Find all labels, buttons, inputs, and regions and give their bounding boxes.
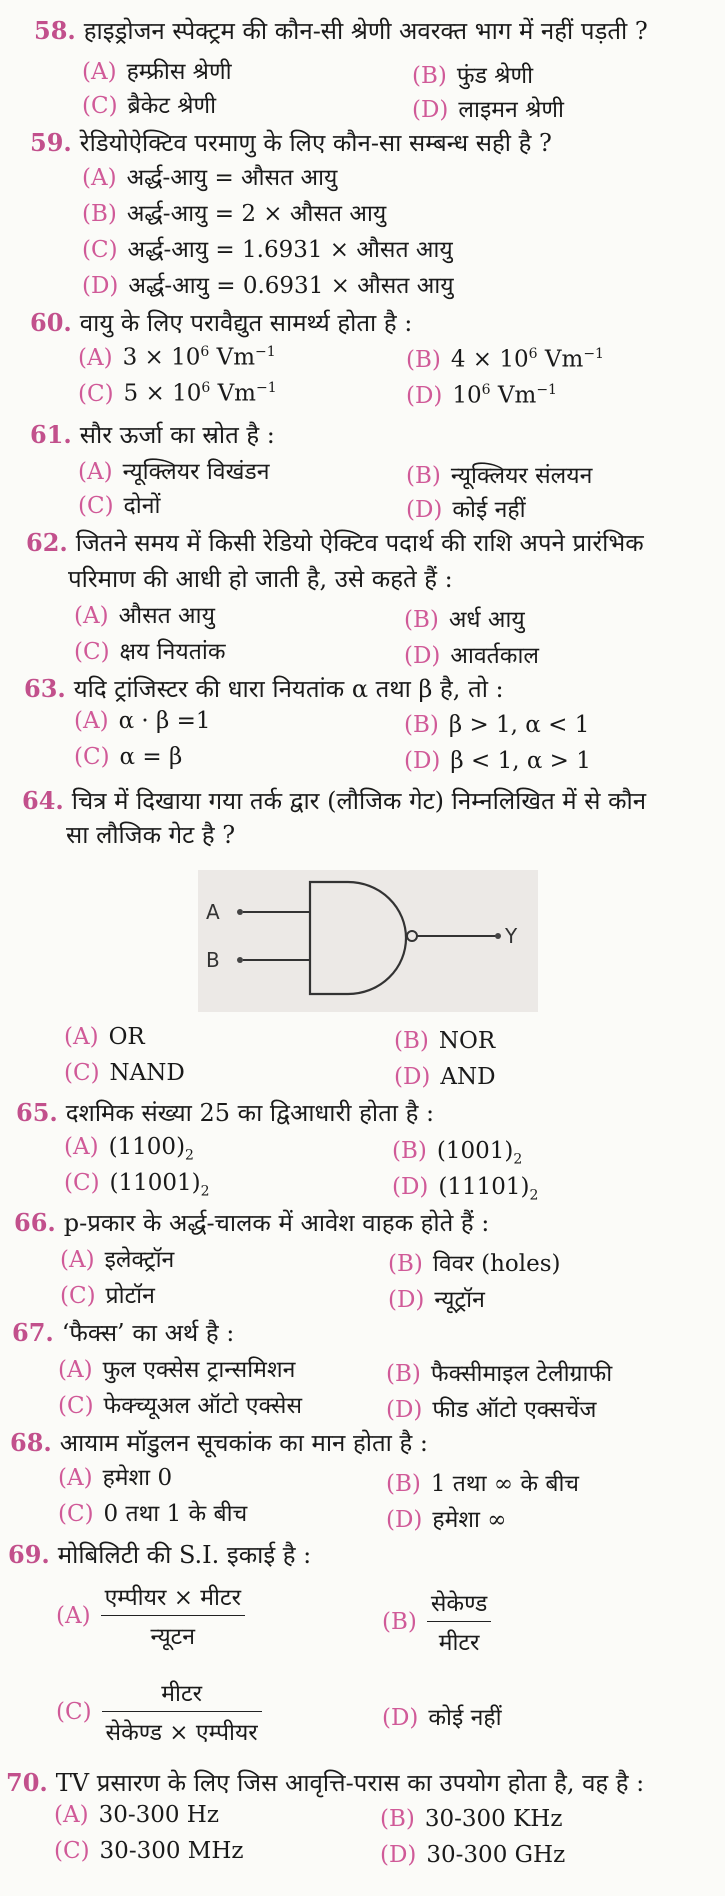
option-60-d: (D) $10^6$ $Vm^{-1}$ — [406, 382, 557, 409]
option-60-b: (B) $4 \times 10^6$ $Vm^{-1}$ — [406, 346, 604, 373]
option-67-c: (C) फेक्च्यूअल ऑटो एक्सेस — [58, 1393, 303, 1419]
option-70-b: (B) 30-300 KHz — [380, 1806, 563, 1832]
option-68-a: (A) हमेशा 0 — [58, 1465, 173, 1491]
option-64-c: (C) NAND — [64, 1060, 185, 1086]
option-62-c: (C) क्षय नियतांक — [74, 639, 226, 665]
option-68-c: (C) 0 तथा 1 के बीच — [58, 1501, 248, 1527]
option-64-d: (D) AND — [394, 1064, 496, 1090]
option-69-c: (C) $\frac{\text{मीटर}}{\text{सेकेण्ड × एम्पीयर}}$ — [56, 1676, 262, 1747]
option-66-c: (C) प्रोटॉन — [60, 1283, 155, 1309]
question-text: हाइड्रोजन स्पेक्ट्रम की कौन-सी श्रेणी अवरक्त भाग में नहीं पड़ती ? — [83, 17, 648, 45]
gate-body — [310, 882, 406, 994]
option-69-a: (A) $\frac{\text{एम्पीयर × मीटर}}{\text{न्यूटन}}$ — [56, 1580, 245, 1651]
fraction: $\frac{\text{मीटर}}{\text{सेकेण्ड × एम्पीयर}}$ — [102, 1676, 262, 1747]
option-70-a: (A) 30-300 Hz — [54, 1802, 219, 1828]
question-62-line2: परिमाण की आधी हो जाती है, उसे कहते हैं : — [68, 565, 453, 593]
question-65: 65. दशमिक संख्या 25 का द्विआधारी होता है : — [16, 1098, 435, 1127]
option-61-d: (D) कोई नहीं — [406, 497, 526, 523]
option-62-a: (A) औसत आयु — [74, 603, 215, 629]
nand-gate-diagram — [198, 870, 538, 1012]
option-62-b: (B) अर्ध आयु — [404, 607, 525, 633]
option-65-a: (A) $(1100)_2$ — [64, 1134, 194, 1164]
option-63-d: (D) β < 1, α > 1 — [404, 748, 591, 774]
option-65-d: (D) $(11101)_2$ — [392, 1174, 539, 1204]
option-63-a: (A) α · β =1 — [74, 708, 211, 734]
option-60-c: (C) $5 \times 10^6$ $Vm^{-1}$ — [78, 380, 277, 407]
question-64: 64. चित्र में दिखाया गया तर्क द्वार (लौजिक गेट) निम्नलिखित में से कौन — [22, 786, 647, 815]
question-67: 67. ‘फैक्स’ का अर्थ है : — [12, 1318, 235, 1347]
option-62-d: (D) आवर्तकाल — [404, 643, 540, 669]
question-61: 61. सौर ऊर्जा का स्रोत है : — [30, 420, 275, 449]
option-67-a: (A) फुल एक्सेस ट्रान्समिशन — [58, 1357, 296, 1383]
question-66: 66. p-प्रकार के अर्द्ध-चालक में आवेश वाहक होते हैं : — [14, 1208, 490, 1237]
inversion-bubble — [407, 931, 417, 941]
option-60-a: (A) $3 \times 10^6$ $Vm^{-1}$ — [78, 344, 276, 371]
option-59-b: (B) अर्द्ध-आयु = 2 × औसत आयु — [82, 201, 387, 227]
input-b-terminal — [237, 957, 243, 963]
question-62: 62. जितने समय में किसी रेडियो ऐक्टिव पदार्थ की राशि अपने प्रारंभिक — [26, 528, 644, 557]
option-64-a: (A) OR — [64, 1024, 145, 1050]
option-63-b: (B) β > 1, α < 1 — [404, 712, 590, 738]
option-67-b: (B) फैक्सीमाइल टेलीग्राफी — [386, 1361, 613, 1387]
option-63-c: (C) α = β — [74, 744, 183, 770]
option-66-b: (B) विवर (holes) — [388, 1251, 561, 1277]
fraction: $\frac{\text{सेकेण्ड}}{\text{मीटर}}$ — [427, 1586, 491, 1657]
input-a-terminal — [237, 909, 243, 915]
question-59: 59. रेडियोऐक्टिव परमाणु के लिए कौन-सा सम्बन्ध सही है ? — [30, 128, 552, 157]
output-terminal — [495, 933, 501, 939]
question-68: 68. आयाम मॉडुलन सूचकांक का मान होता है : — [10, 1428, 428, 1457]
option-59-c: (C) अर्द्ध-आयु = 1.6931 × औसत आयु — [82, 237, 453, 263]
option-61-a: (A) न्यूक्लियर विखंडन — [78, 459, 270, 485]
option-69-d: (D) कोई नहीं — [382, 1705, 502, 1731]
option-68-b: (B) 1 तथा ∞ के बीच — [386, 1471, 580, 1497]
option-64-b: (B) NOR — [394, 1028, 496, 1054]
question-58 — [34, 14, 648, 47]
option-69-b: (B) $\frac{\text{सेकेण्ड}}{\text{मीटर}}$ — [382, 1586, 491, 1657]
question-60: 60. वायु के लिए परावैद्युत सामर्थ्य होता है : — [30, 308, 413, 337]
output-label: Y — [505, 924, 518, 948]
option-61-c: (C) दोनों — [78, 493, 161, 519]
option-67-d: (D) फीड ऑटो एक्सचेंज — [386, 1397, 597, 1423]
logic-gate-figure — [198, 870, 538, 1012]
option-61-b: (B) न्यूक्लियर संलयन — [406, 463, 593, 489]
option-70-c: (C) 30-300 MHz — [54, 1838, 244, 1864]
question-63: 63. यदि ट्रांजिस्टर की धारा नियतांक α तथा β है, तो : — [24, 674, 504, 703]
option-68-d: (D) हमेशा ∞ — [386, 1507, 507, 1533]
input-b-label: B — [206, 948, 220, 972]
input-a-label: A — [206, 900, 220, 924]
question-69: 69. मोबिलिटी की S.I. इकाई है : — [8, 1540, 312, 1569]
option-59-a: (A) अर्द्ध-आयु = औसत आयु — [82, 165, 338, 191]
fraction: $\frac{\text{एम्पीयर × मीटर}}{\text{न्यूटन}}$ — [101, 1580, 245, 1651]
question-64-line2: सा लौजिक गेट है ? — [66, 821, 236, 849]
option-58-a: (A) हम्फ्रीस श्रेणी — [82, 59, 232, 85]
question-number: 58. — [34, 16, 76, 45]
question-70: 70. TV प्रसारण के लिए जिस आवृत्ति-परास का उपयोग होता है, वह है : — [6, 1768, 645, 1797]
option-58-d: (D) लाइमन श्रेणी — [412, 97, 564, 123]
option-66-a: (A) इलेक्ट्रॉन — [60, 1247, 175, 1273]
option-65-c: (C) $(11001)_2$ — [64, 1170, 210, 1200]
option-59-d: (D) अर्द्ध-आयु = 0.6931 × औसत आयु — [82, 273, 454, 299]
option-65-b: (B) $(1001)_2$ — [392, 1138, 523, 1168]
option-58-c: (C) ब्रैकेट श्रेणी — [82, 93, 217, 119]
option-70-d: (D) 30-300 GHz — [380, 1842, 566, 1868]
option-66-d: (D) न्यूट्रॉन — [388, 1287, 485, 1313]
option-58-b: (B) फुंड श्रेणी — [412, 63, 534, 89]
